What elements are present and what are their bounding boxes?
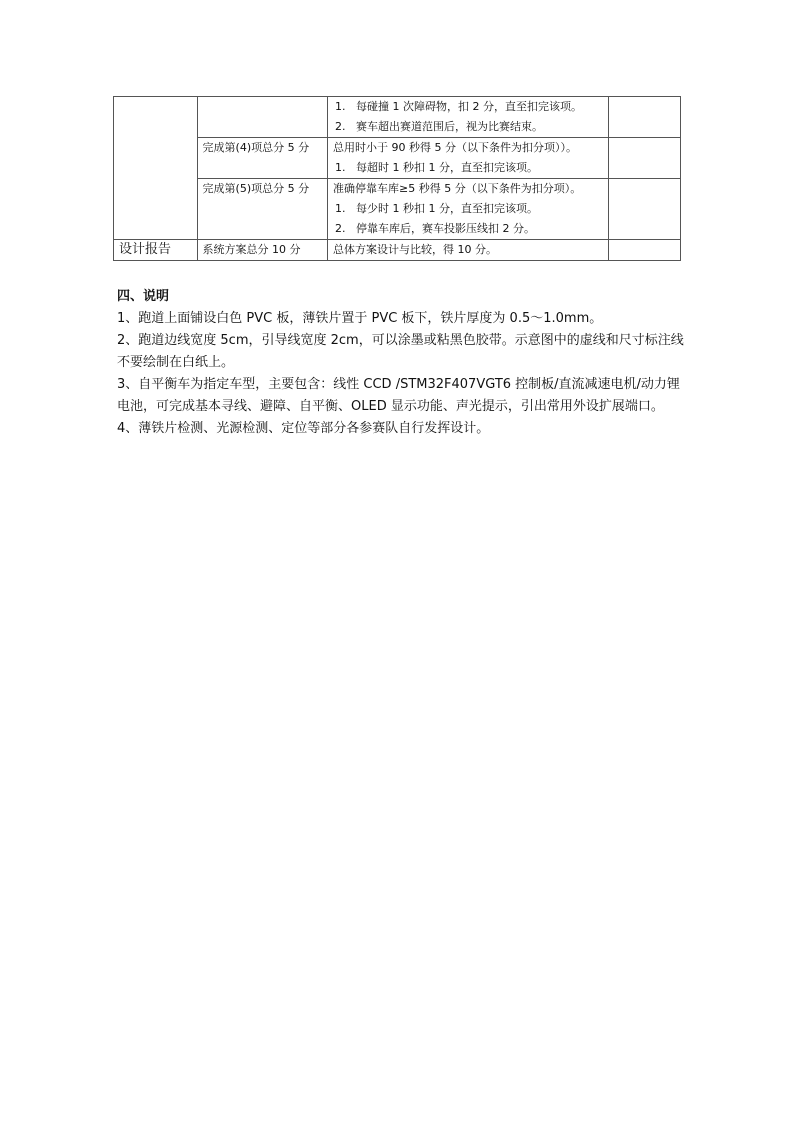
category-cell xyxy=(114,97,198,240)
criteria-cell xyxy=(328,97,609,138)
list-item: 1. 每超时 1 秒扣 1 分，直至扣完该项。 xyxy=(335,161,539,174)
criteria-lead: 总用时小于 90 秒得 5 分（以下条件为扣分项））。 xyxy=(333,141,578,154)
list-item: 2. 停靠车库后，赛车投影压线扣 2 分。 xyxy=(335,222,536,235)
score-cell xyxy=(608,97,680,138)
score-cell xyxy=(608,240,680,261)
sub-item-cell: 完成第(4)项总分 5 分 xyxy=(197,138,328,179)
criteria-lead: 准确停靠车库≥5 秒得 5 分（以下条件为扣分项）。 xyxy=(333,182,582,195)
note-paragraph: 1、跑道上面铺设白色 PVC 板，薄铁片置于 PVC 板下，铁片厚度为 0.5～1.0mm。 xyxy=(117,311,603,326)
score-cell xyxy=(608,179,680,240)
score-cell xyxy=(608,138,680,179)
sub-item-cell xyxy=(197,97,328,138)
table-row xyxy=(114,97,681,138)
table-row xyxy=(114,179,681,240)
sub-item-cell: 完成第(5)项总分 5 分 xyxy=(197,179,328,240)
list-item: 1. 每碰撞 1 次障碍物，扣 2 分，直至扣完该项。 xyxy=(335,100,583,113)
sub-item-cell: 系统方案总分 10 分 xyxy=(197,240,328,261)
note-paragraph: 4、薄铁片检测、光源检测、定位等部分各参赛队自行发挥设计。 xyxy=(117,421,490,436)
note-paragraph: 3、自平衡车为指定车型，主要包含：线性 CCD /STM32F407VGT6 控制板/直流减速电机/动力锂电池，可完成基本寻线、避障、自平衡、OLED 显示功能、声光提示，引出常用外设扩展端口。 xyxy=(117,377,680,414)
criteria-cell xyxy=(328,138,609,179)
table-row xyxy=(114,240,681,261)
table-row xyxy=(114,138,681,179)
category-cell: 设计报告 xyxy=(114,240,198,261)
scoring-table xyxy=(113,96,681,261)
section-heading: 四、说明 xyxy=(117,289,170,304)
list-item: 1. 每少时 1 秒扣 1 分，直至扣完该项。 xyxy=(335,202,539,215)
note-paragraph: 2、跑道边线宽度 5cm，引导线宽度 2cm，可以涂墨或粘黑色胶带。示意图中的虚线和尺寸标注线不要绘制在白纸上。 xyxy=(117,333,684,370)
notes-section xyxy=(117,285,687,440)
criteria-cell xyxy=(328,179,609,240)
list-item: 2. 赛车超出赛道范围后，视为比赛结束。 xyxy=(335,120,544,133)
criteria-cell: 总体方案设计与比较，得 10 分。 xyxy=(328,240,609,261)
